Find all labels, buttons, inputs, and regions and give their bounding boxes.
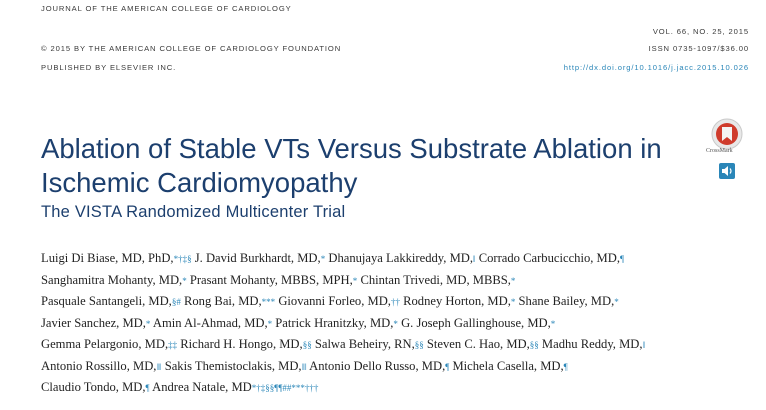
author-name: Giovanni Forleo, MD, xyxy=(278,294,391,308)
author-line xyxy=(41,313,761,335)
affiliation-marks[interactable]: ¶ xyxy=(445,361,450,372)
author-name: Sakis Themistoclakis, MD, xyxy=(164,358,302,373)
author-name: Corrado Carbucicchio, MD, xyxy=(478,251,620,265)
affiliation-marks[interactable]: §§ xyxy=(414,340,424,350)
issn: ISSN 0735-1097/$36.00 xyxy=(648,44,749,53)
author-name: Pasquale Santangeli, MD, xyxy=(41,294,172,308)
affiliation-marks[interactable]: * xyxy=(352,275,358,286)
author-name: Gemma Pelargonio, MD, xyxy=(41,337,169,351)
publisher-line: PUBLISHED BY ELSEVIER INC. xyxy=(41,63,177,72)
affiliation-marks[interactable]: * xyxy=(510,275,516,286)
journal-name: JOURNAL OF THE AMERICAN COLLEGE OF CARDIOLOGY xyxy=(41,4,292,13)
affiliation-marks[interactable]: ‖ xyxy=(473,254,476,264)
affiliation-marks[interactable]: ‖ xyxy=(642,340,646,350)
author-name: Richard H. Hongo, MD, xyxy=(180,337,303,351)
affiliation-marks[interactable]: * xyxy=(393,318,398,329)
author-name: Chintan Trivedi, MD, MBBS, xyxy=(360,272,511,287)
speaker-icon[interactable] xyxy=(719,163,735,179)
author-name: G. Joseph Gallinghouse, MD, xyxy=(401,315,551,330)
affiliation-marks[interactable]: * xyxy=(182,275,187,286)
author-name: J. David Burkhardt, MD, xyxy=(194,251,321,265)
author-name: Shane Bailey, MD, xyxy=(518,294,615,308)
author-line xyxy=(41,248,761,270)
crossmark-label: CrossMark xyxy=(706,148,733,154)
volume-info: VOL. 66, NO. 25, 2015 xyxy=(652,27,749,36)
author-name: Antonio Rossillo, MD, xyxy=(41,358,157,373)
affiliation-marks[interactable]: *** xyxy=(261,297,276,307)
crossmark-icon[interactable] xyxy=(705,117,749,165)
affiliation-marks[interactable]: §# xyxy=(171,297,181,307)
author-name: Amin Al-Ahmad, MD, xyxy=(152,315,268,330)
affiliation-marks[interactable]: * xyxy=(145,318,151,329)
affiliation-marks[interactable]: * xyxy=(320,254,326,264)
author-name: Dhanujaya Lakkireddy, MD, xyxy=(328,251,474,265)
affiliation-marks[interactable]: ¶ xyxy=(145,383,150,393)
affiliation-marks[interactable]: ‖‖ xyxy=(156,361,162,372)
author-name: Rong Bai, MD, xyxy=(183,294,262,308)
affiliation-marks[interactable]: ¶ xyxy=(563,361,568,372)
author-name: Sanghamitra Mohanty, MD, xyxy=(41,272,183,287)
author-list xyxy=(41,248,761,399)
author-name: Rodney Horton, MD, xyxy=(403,294,511,308)
author-name: Antonio Dello Russo, MD, xyxy=(309,358,446,373)
author-name: Madhu Reddy, MD, xyxy=(541,337,643,351)
affiliation-marks[interactable]: §§ xyxy=(529,340,539,350)
affiliation-marks[interactable]: * xyxy=(267,318,273,329)
affiliation-marks[interactable]: §§ xyxy=(302,340,312,350)
affiliation-marks[interactable]: †† xyxy=(390,297,400,307)
author-name: Salwa Beheiry, RN, xyxy=(314,337,415,351)
affiliation-marks[interactable]: * xyxy=(550,318,556,329)
affiliation-marks[interactable]: ‖‖ xyxy=(301,361,307,372)
affiliation-marks[interactable]: *†‡§§¶¶##***††† xyxy=(251,383,319,393)
affiliation-marks[interactable]: * xyxy=(510,297,516,307)
author-line xyxy=(41,377,761,399)
author-name: Patrick Hranitzky, MD, xyxy=(275,315,394,330)
affiliation-marks[interactable]: ¶ xyxy=(620,254,625,264)
author-name: Michela Casella, MD, xyxy=(452,358,564,373)
author-name: Steven C. Hao, MD, xyxy=(426,337,530,351)
author-name: Luigi Di Biase, MD, PhD, xyxy=(41,251,174,265)
copyright-line: © 2015 BY THE AMERICAN COLLEGE OF CARDIOLOGY FOUNDATION xyxy=(41,44,342,53)
author-name: Javier Sanchez, MD, xyxy=(41,315,146,330)
doi-link[interactable]: http://dx.doi.org/10.1016/j.jacc.2015.10.026 xyxy=(563,63,749,72)
author-line xyxy=(41,291,761,313)
affiliation-marks[interactable]: ‡‡ xyxy=(168,340,178,350)
author-line xyxy=(41,270,761,292)
affiliation-marks[interactable]: * xyxy=(614,297,619,307)
author-line xyxy=(41,334,761,356)
affiliation-marks[interactable]: *†‡§ xyxy=(173,254,192,264)
article-subtitle: The VISTA Randomized Multicenter Trial xyxy=(41,203,346,221)
author-name: Claudio Tondo, MD, xyxy=(41,380,146,394)
author-name: Andrea Natale, MD xyxy=(152,380,252,394)
author-line xyxy=(41,356,761,378)
author-name: Prasant Mohanty, MBBS, MPH, xyxy=(189,272,353,287)
article-title: Ablation of Stable VTs Versus Substrate Ablation in Ischemic Cardiomyopathy xyxy=(41,133,662,199)
